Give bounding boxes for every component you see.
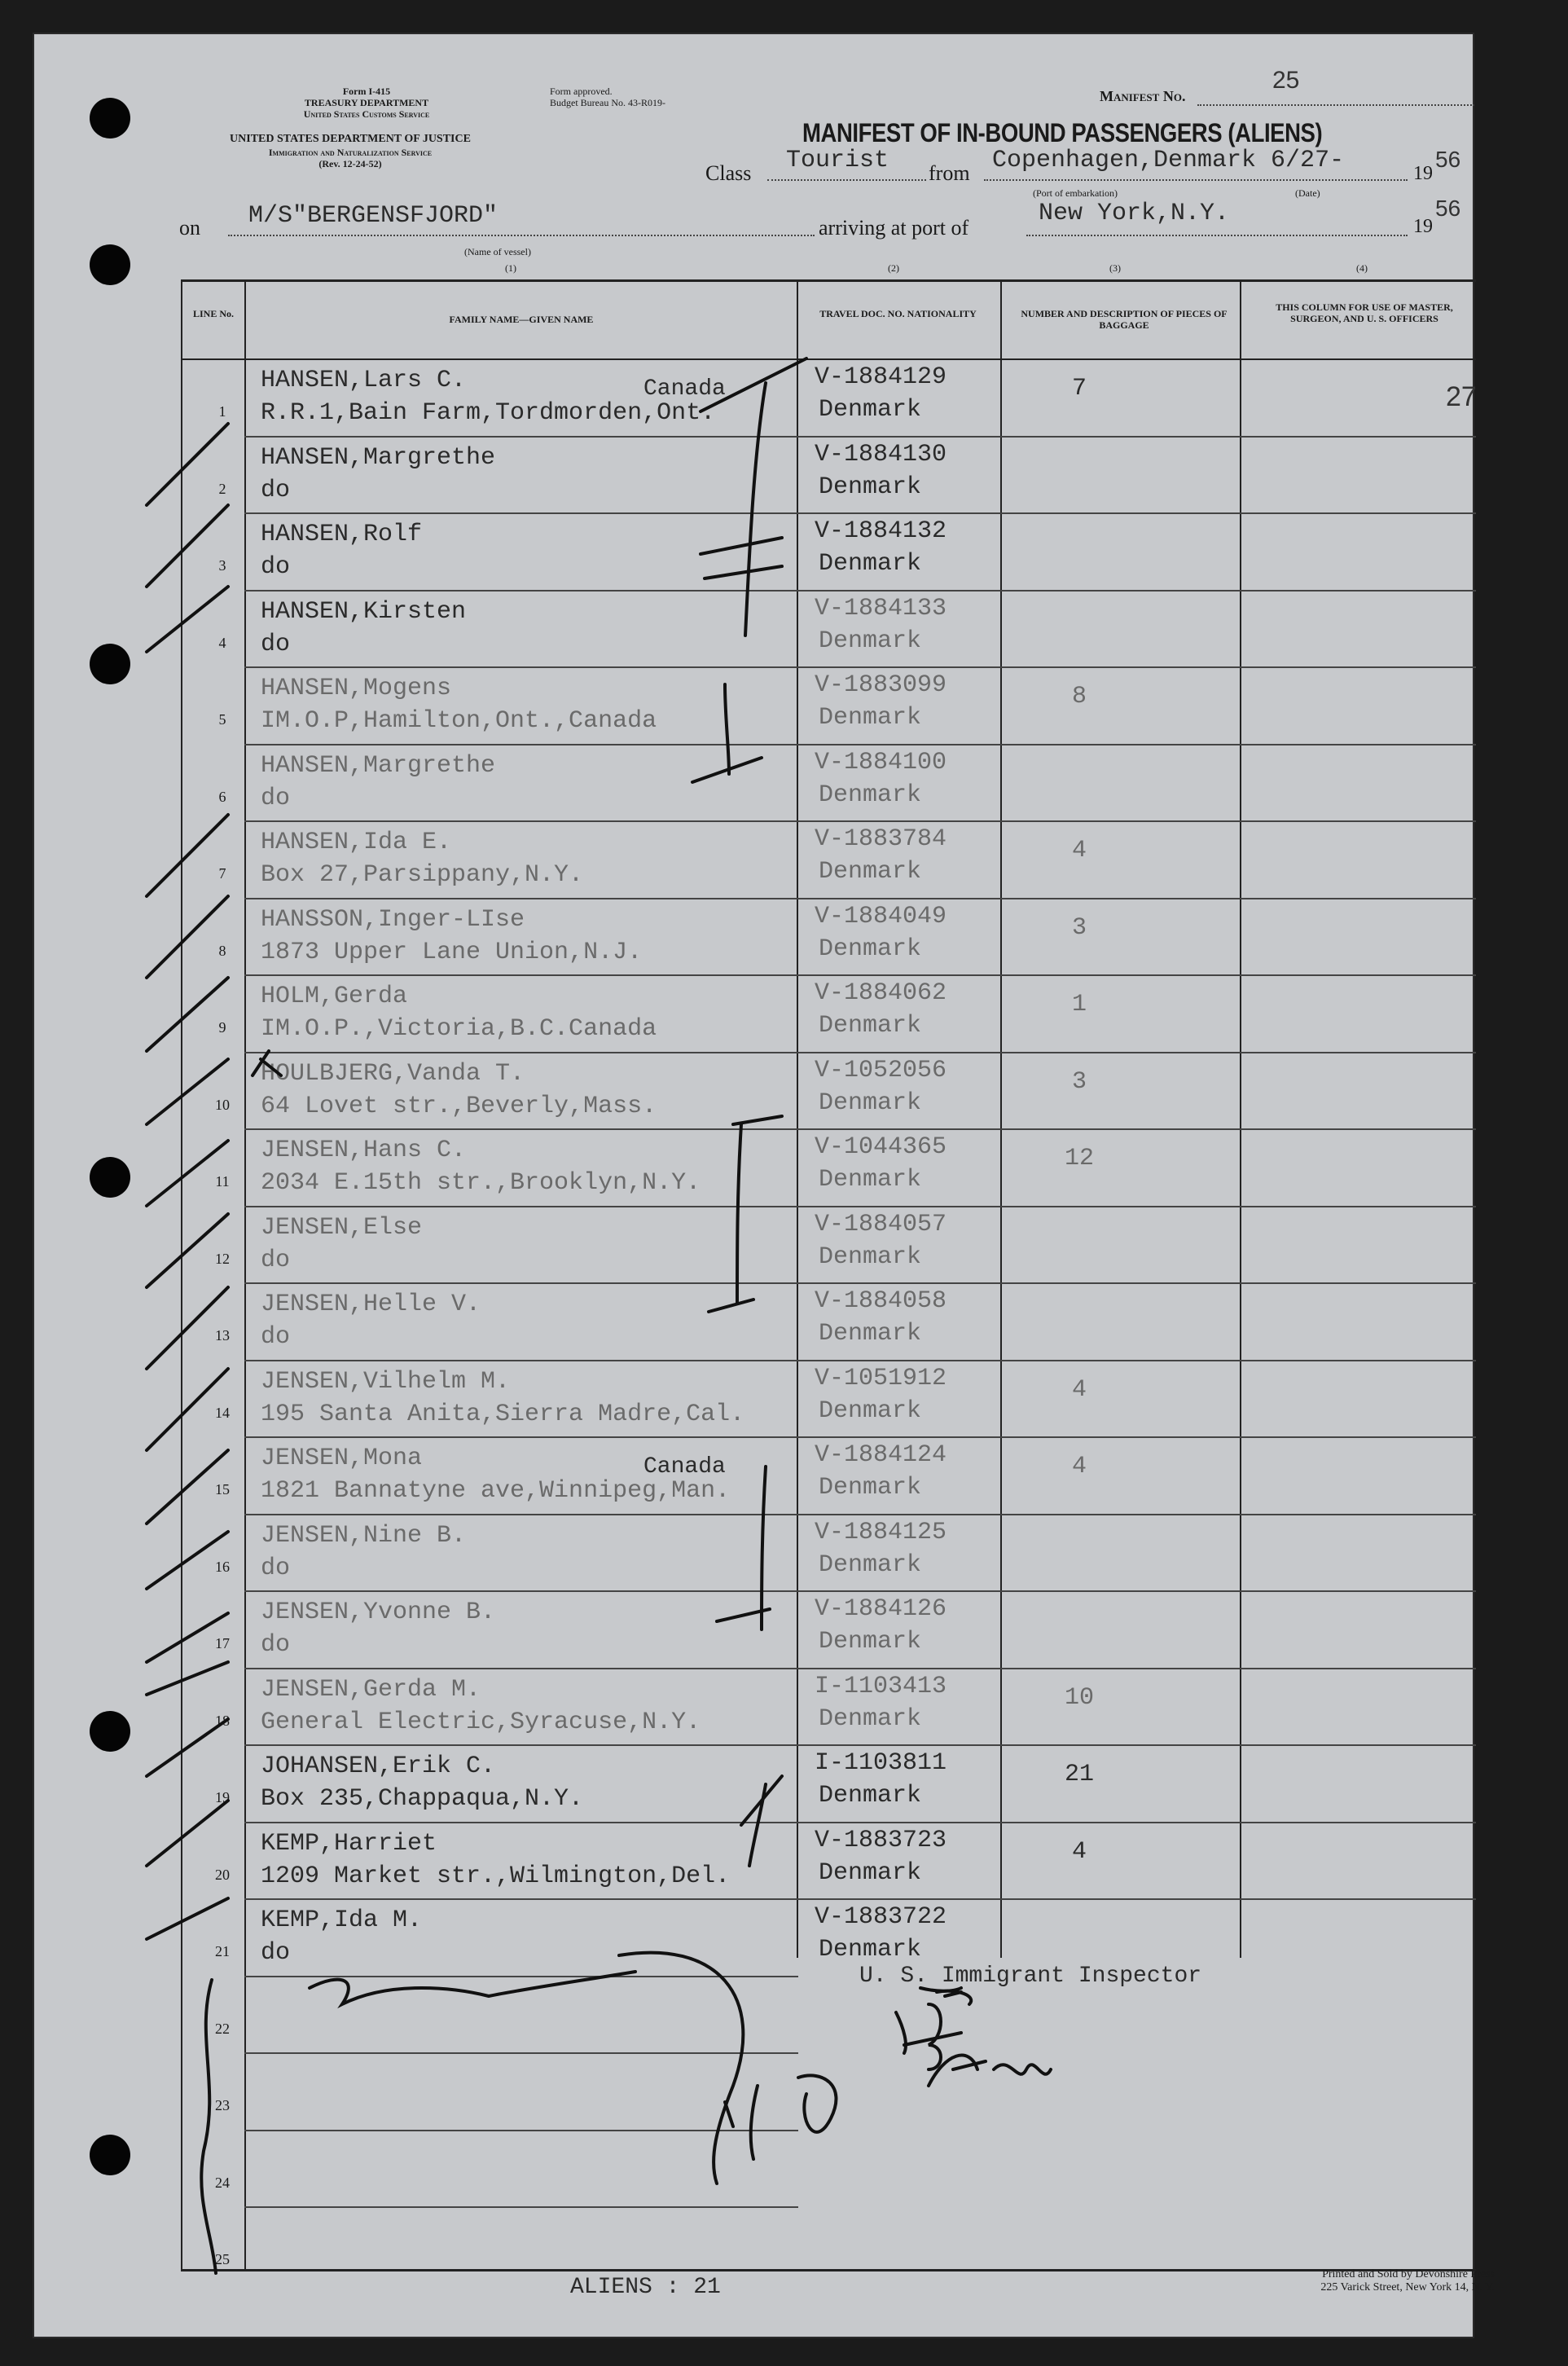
passenger-address: General Electric,Syracuse,N.Y. [261, 1708, 701, 1736]
passenger-address: do [261, 1323, 291, 1351]
printer-line-1: Printed and Sold by Devonshire Press [1322, 2268, 1495, 2280]
travel-doc-number: V-1884130 [815, 440, 947, 468]
aliens-count: ALIENS : 21 [570, 2275, 721, 2300]
passenger-nationality: Denmark [819, 1242, 922, 1271]
line-number: 17 [215, 1635, 230, 1651]
passenger-name: HANSEN,Ida E. [261, 829, 452, 856]
customs-service: United States Customs Service [303, 108, 430, 120]
travel-doc-number: V-1884125 [815, 1518, 947, 1546]
passenger-nationality: Denmark [819, 1936, 922, 1964]
column-number-3: (3) [1109, 262, 1121, 274]
travel-doc-number: V-1884133 [815, 594, 947, 622]
line-number: 19 [215, 1789, 230, 1805]
passenger-nationality: Denmark [819, 1704, 922, 1733]
travel-doc-number: V-1884124 [815, 1441, 947, 1469]
baggage-count: 10 [1064, 1683, 1094, 1712]
department-of-justice: UNITED STATES DEPARTMENT OF JUSTICE [230, 133, 471, 145]
line-number: 20 [215, 1866, 230, 1883]
passenger-nationality: Denmark [819, 1782, 922, 1810]
passenger-address: do [261, 553, 291, 581]
line-number: 21 [215, 1943, 230, 1959]
line-number: 16 [215, 1558, 230, 1575]
passenger-name: KEMP,Harriet [261, 1829, 437, 1858]
arrival-port: New York,N.Y. [1039, 200, 1230, 227]
travel-doc-number: V-1884100 [815, 748, 947, 776]
manifest-title: MANIFEST OF IN-BOUND PASSENGERS (ALIENS) [802, 118, 1323, 147]
printer-line-2: 225 Varick Street, New York 14, N. Y. [1320, 2281, 1495, 2293]
line-number: 11 [215, 1173, 230, 1190]
passenger-nationality: Denmark [819, 1088, 922, 1117]
passenger-address: IM.O.P,Hamilton,Ont.,Canada [261, 707, 657, 735]
passenger-address: do [261, 1939, 291, 1967]
passenger-address: IM.O.P.,Victoria,B.C.Canada [261, 1015, 657, 1043]
passenger-nationality: Denmark [819, 1858, 922, 1887]
passenger-name: JENSEN,Helle V. [261, 1291, 481, 1318]
column-number-4: (4) [1356, 262, 1368, 274]
passenger-name: JOHANSEN,Erik C. [261, 1753, 496, 1780]
column-header-line-no: LINE No. [192, 308, 234, 319]
revision-date: (Rev. 12-24-52) [318, 158, 382, 169]
line-number: 1 [218, 403, 226, 420]
passenger-address: 64 Lovet str.,Beverly,Mass. [261, 1092, 657, 1120]
passenger-nationality: Denmark [819, 935, 922, 963]
baggage-count: 7 [1071, 375, 1087, 402]
line-number: 2 [218, 480, 226, 497]
baggage-count: 1 [1071, 991, 1087, 1018]
passenger-name: JENSEN,Hans C. [261, 1137, 467, 1164]
year-prefix-2: 19 [1413, 216, 1433, 237]
travel-doc-number: V-1884049 [815, 902, 947, 930]
travel-doc-number: V-1884057 [815, 1210, 947, 1238]
baggage-count: 12 [1064, 1145, 1094, 1172]
passenger-nationality: Denmark [819, 550, 922, 578]
line-number: 12 [215, 1250, 230, 1267]
country-note: Canada [643, 376, 726, 402]
travel-doc-number: I-1103413 [815, 1672, 947, 1700]
line-number: 23 [215, 2097, 230, 2113]
baggage-count: 4 [1071, 1453, 1087, 1480]
baggage-count: 3 [1071, 913, 1087, 942]
year-prefix: 19 [1413, 163, 1433, 184]
on-label: on [179, 216, 200, 240]
travel-doc-number: V-1884062 [815, 979, 947, 1007]
line-number: 24 [215, 2174, 230, 2191]
passenger-nationality: Denmark [819, 1166, 922, 1194]
column-header-travel-doc: TRAVEL DOC. NO. NATIONALITY [819, 308, 977, 319]
date-caption: (Date) [1295, 187, 1320, 199]
column-header-name: FAMILY NAME—GIVEN NAME [449, 314, 594, 325]
travel-doc-number: V-1883722 [815, 1903, 947, 1931]
passenger-address: do [261, 476, 291, 504]
from-value: Copenhagen,Denmark 6/27- [992, 147, 1345, 174]
baggage-count: 21 [1064, 1761, 1094, 1788]
passenger-address: do [261, 1246, 291, 1274]
passenger-name: HANSEN,Kirsten [261, 597, 467, 626]
passenger-nationality: Denmark [819, 1628, 922, 1656]
line-number: 8 [218, 942, 226, 959]
passenger-name: JENSEN,Vilhelm M. [261, 1367, 511, 1396]
travel-doc-number: V-1884129 [815, 363, 947, 391]
passenger-name: JENSEN,Gerda M. [261, 1675, 481, 1704]
passenger-nationality: Denmark [819, 396, 922, 424]
manifest-number: 25 [1272, 67, 1300, 94]
passenger-nationality: Denmark [819, 781, 922, 809]
baggage-count: 4 [1071, 837, 1087, 864]
line-number: 6 [218, 788, 226, 805]
arriving-label: arriving at port of [819, 216, 969, 240]
baggage-count: 4 [1071, 1375, 1087, 1404]
class-label: Class [705, 161, 752, 185]
travel-doc-number: I-1103811 [815, 1749, 947, 1777]
passenger-address: 1209 Market str.,Wilmington,Del. [261, 1862, 731, 1890]
travel-doc-number: V-1044365 [815, 1133, 947, 1161]
baggage-count: 3 [1071, 1067, 1087, 1096]
ins-service: Immigration and Naturalization Service [268, 147, 433, 158]
treasury-department: TREASURY DEPARTMENT [304, 97, 429, 108]
column-number-2: (2) [888, 262, 899, 274]
passenger-nationality: Denmark [819, 473, 922, 501]
passenger-name: JENSEN,Yvonne B. [261, 1599, 496, 1626]
travel-doc-number: V-1883723 [815, 1826, 947, 1854]
officer-note: 27 [1446, 381, 1477, 412]
line-number: 10 [215, 1096, 230, 1113]
passenger-name: JENSEN,Else [261, 1213, 423, 1242]
line-number: 4 [218, 634, 226, 651]
passenger-nationality: Denmark [819, 1474, 922, 1502]
baggage-count: 4 [1071, 1837, 1087, 1866]
form-approved: Form approved. [550, 86, 613, 97]
passenger-name: KEMP,Ida M. [261, 1906, 423, 1934]
passenger-name: HANSEN,Rolf [261, 521, 423, 548]
passenger-address: R.R.1,Bain Farm,Tordmorden,Ont. [261, 399, 716, 427]
travel-doc-number: V-1884132 [815, 517, 947, 545]
passenger-nationality: Denmark [819, 858, 922, 886]
line-number: 15 [215, 1481, 230, 1497]
vessel-caption: (Name of vessel) [464, 246, 531, 257]
line-number: 14 [215, 1404, 230, 1421]
line-number: 5 [218, 711, 226, 728]
passenger-address: 1821 Bannatyne ave,Winnipeg,Man. [261, 1477, 731, 1505]
passenger-name: HANSSON,Inger-LIse [261, 905, 525, 934]
line-number: 7 [218, 865, 226, 882]
form-number: Form I-415 [342, 86, 391, 97]
travel-doc-number: V-1052056 [815, 1056, 947, 1084]
passenger-nationality: Denmark [819, 1550, 922, 1579]
column-header-officers: THIS COLUMN FOR USE OF MASTER, SURGEON, AND U. S. OFFICERS [1276, 301, 1453, 324]
line-number: 25 [215, 2251, 230, 2267]
travel-doc-number: V-1051912 [815, 1364, 947, 1392]
passenger-address: do [261, 630, 291, 658]
inspector-signature-line: U. S. Immigrant Inspector [859, 1964, 1202, 1989]
passenger-name: HANSEN,Margrethe [261, 443, 496, 472]
passenger-address: 1873 Upper Lane Union,N.J. [261, 938, 643, 966]
column-header-baggage: NUMBER AND DESCRIPTION OF PIECES OF BAGGAGE [1021, 308, 1228, 331]
travel-doc-number: V-1884058 [815, 1287, 947, 1315]
travel-doc-number: V-1883784 [815, 825, 947, 853]
passenger-name: HANSEN,Margrethe [261, 751, 496, 780]
passenger-nationality: Denmark [819, 1012, 922, 1040]
passenger-name: HOULBJERG,Vanda T. [261, 1059, 525, 1088]
passenger-address: Box 235,Chappaqua,N.Y. [261, 1785, 584, 1813]
baggage-count: 8 [1071, 683, 1087, 710]
passenger-address: do [261, 784, 291, 812]
passenger-address: do [261, 1631, 291, 1659]
line-number: 9 [218, 1019, 226, 1036]
passenger-address: Box 27,Parsippany,N.Y. [261, 861, 584, 889]
passenger-nationality: Denmark [819, 1396, 922, 1425]
passenger-name: HANSEN,Mogens [261, 675, 452, 702]
from-label: from [929, 161, 970, 185]
passenger-address: 2034 E.15th str.,Brooklyn,N.Y. [261, 1169, 701, 1197]
manifest-no-label: Manifest No. [1100, 88, 1186, 104]
passenger-address: do [261, 1554, 291, 1582]
passenger-nationality: Denmark [819, 704, 922, 732]
passenger-nationality: Denmark [819, 627, 922, 655]
passenger-name: JENSEN,Nine B. [261, 1521, 467, 1550]
passenger-address: 195 Santa Anita,Sierra Madre,Cal. [261, 1400, 745, 1428]
column-number-1: (1) [505, 262, 516, 274]
year-value-2: 56 [1435, 196, 1461, 221]
passenger-name: HOLM,Gerda [261, 983, 408, 1010]
country-note: Canada [643, 1454, 726, 1480]
passenger-nationality: Denmark [819, 1320, 922, 1348]
line-number: 13 [215, 1327, 230, 1344]
travel-doc-number: V-1883099 [815, 671, 947, 699]
vessel-name: M/S"BERGENSFJORD" [248, 202, 499, 230]
travel-doc-number: V-1884126 [815, 1595, 947, 1623]
budget-bureau: Budget Bureau No. 43-R019- [550, 97, 665, 108]
passenger-name: HANSEN,Lars C. [261, 367, 467, 394]
class-value: Tourist [786, 147, 889, 174]
passenger-name: JENSEN,Mona [261, 1445, 423, 1472]
line-number: 22 [215, 2020, 230, 2037]
year-value: 56 [1435, 147, 1461, 172]
line-number: 18 [215, 1712, 230, 1729]
port-embarkation-caption: (Port of embarkation) [1033, 187, 1118, 199]
line-number: 3 [218, 557, 226, 574]
